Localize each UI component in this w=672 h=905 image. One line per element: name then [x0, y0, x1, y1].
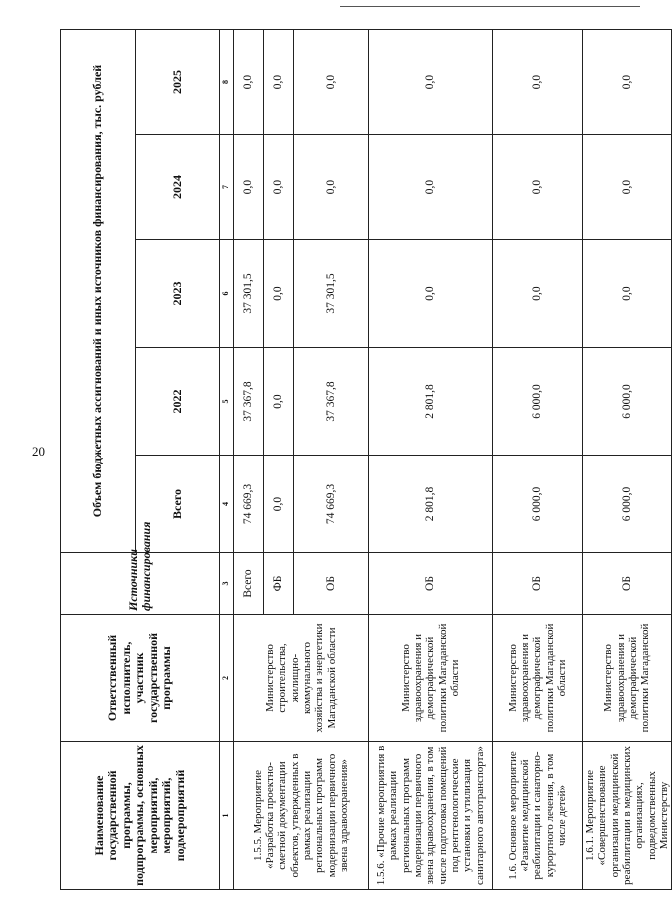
col-number: 3: [220, 553, 234, 615]
table-row: [234, 29, 264, 889]
cell-source: ОБ: [369, 553, 493, 615]
header-year-2022: 2022: [136, 348, 220, 456]
header-source: Источники финансирования: [61, 553, 220, 615]
cell-2023: 0,0: [369, 240, 493, 348]
cell-source: Всего: [234, 553, 264, 615]
cell-2022: 0,0: [264, 348, 294, 456]
top-rule: [340, 6, 640, 7]
cell-total: 0,0: [264, 456, 294, 553]
col-number: 6: [220, 240, 234, 348]
cell-source: ОБ: [583, 553, 672, 615]
cell-2023: 0,0: [264, 240, 294, 348]
budget-table: [60, 29, 672, 890]
cell-2022: 6 000,0: [493, 348, 583, 456]
col-number: 7: [220, 135, 234, 240]
cell-2023: 37 301,5: [294, 240, 369, 348]
cell-source: ФБ: [264, 553, 294, 615]
cell-2024: 0,0: [264, 135, 294, 240]
cell-2022: 37 367,8: [294, 348, 369, 456]
row-responsible-1-5-6: Министерство здравоохранения и демографической политики Магаданской области: [369, 615, 493, 742]
column-number-row: [220, 29, 234, 889]
rotated-table-container: [60, 30, 670, 890]
header-year-2025: 2025: [136, 29, 220, 134]
cell-2024: 0,0: [234, 135, 264, 240]
row-name-1-6-1: 1.6.1. Мероприятие «Совершенствование организации медицинской реабилитации в медицинских организациях, подведомственных Министерству: [583, 742, 672, 890]
row-responsible-1-6-1: Министерство здравоохранения и демографической политики Магаданской: [583, 615, 672, 742]
table-row: [493, 29, 583, 889]
col-number: 5: [220, 348, 234, 456]
col-number: 1: [220, 742, 234, 890]
cell-2025: 0,0: [294, 29, 369, 134]
cell-2024: 0,0: [294, 135, 369, 240]
header-responsible: Ответственный исполнитель, участник государственной программы: [61, 615, 220, 742]
cell-2024: 0,0: [369, 135, 493, 240]
page-number: 20: [32, 444, 45, 459]
row-name-1-5-6: 1.5.6. «Прочие мероприятия в рамках реализации региональных программ модернизации первичного звена здравоохранения, в том числе подготовка помещений под рентгенологические установки и утилизация санитарного автотранспорта»: [369, 742, 493, 890]
cell-2024: 0,0: [493, 135, 583, 240]
table-row: [583, 29, 672, 889]
row-responsible-1-6: Министерство здравоохранения и демографической политики Магаданской области: [493, 615, 583, 742]
cell-2024: 0,0: [583, 135, 672, 240]
cell-2025: 0,0: [369, 29, 493, 134]
table-row: [369, 29, 493, 889]
row-name-1-6: 1.6. Основное мероприятие «Развитие медицинской реабилитации и санаторно-курортного лечения, в том числе детей»: [493, 742, 583, 890]
col-number: 8: [220, 29, 234, 134]
cell-2023: 0,0: [493, 240, 583, 348]
cell-2025: 0,0: [264, 29, 294, 134]
cell-2022: 6 000,0: [583, 348, 672, 456]
header-volume: Объем бюджетных ассигнований и иных источников финансирования, тыс. рублей: [61, 29, 136, 552]
cell-source: ОБ: [294, 553, 369, 615]
cell-2022: 37 367,8: [234, 348, 264, 456]
col-number: 4: [220, 456, 234, 553]
col-number: 2: [220, 615, 234, 742]
cell-total: 74 669,3: [294, 456, 369, 553]
cell-2023: 37 301,5: [234, 240, 264, 348]
cell-total: 6 000,0: [493, 456, 583, 553]
header-year-2024: 2024: [136, 135, 220, 240]
cell-2023: 0,0: [583, 240, 672, 348]
cell-2025: 0,0: [583, 29, 672, 134]
header-year-2023: 2023: [136, 240, 220, 348]
cell-total: 6 000,0: [583, 456, 672, 553]
cell-2022: 2 801,8: [369, 348, 493, 456]
cell-2025: 0,0: [234, 29, 264, 134]
cell-total: 2 801,8: [369, 456, 493, 553]
header-total: Всего: [136, 456, 220, 553]
cell-total: 74 669,3: [234, 456, 264, 553]
cell-source: ОБ: [493, 553, 583, 615]
header-name: Наименование государственной программы, подпрограммы, основных мероприятий, мероприятий, подмероприятий: [61, 742, 220, 890]
cell-2025: 0,0: [493, 29, 583, 134]
row-name-1-5-5: 1.5.5. Мероприятие «Разработка проектно-сметной документации объектов, утвержденных в рамках реализации региональных программ модернизации первичного звена здравоохранения»: [234, 742, 369, 890]
row-responsible-1-5-5: Министерство строительства, жилищно-коммунального хозяйства и энергетики Магаданской области: [234, 615, 369, 742]
